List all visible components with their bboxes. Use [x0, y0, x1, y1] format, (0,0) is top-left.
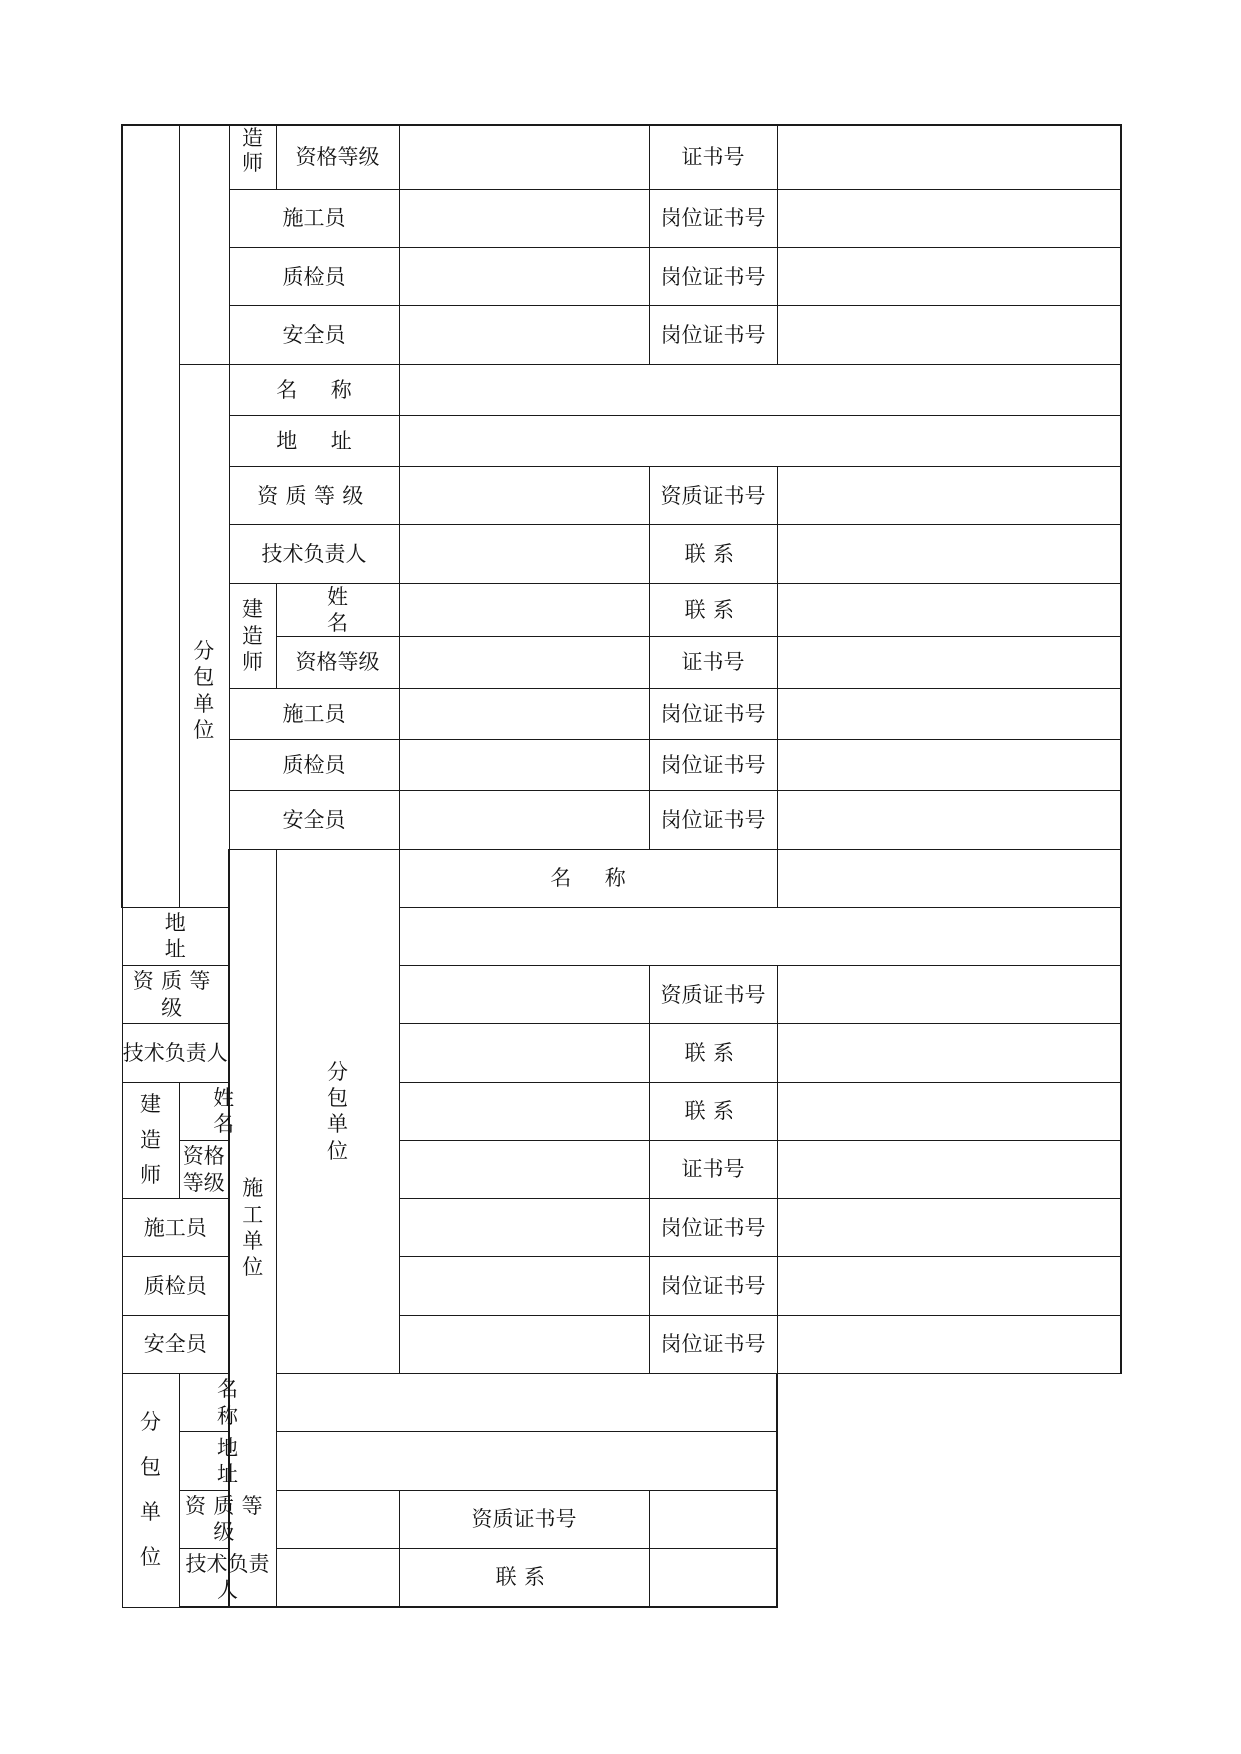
- fenbao-danwei-label: 分 包 单 位: [179, 364, 229, 907]
- mingcheng-label: 名称: [229, 364, 399, 415]
- zizhi-zhengshuhao-value[interactable]: [649, 1490, 777, 1548]
- zhijianyuan-label: 质检员: [229, 739, 399, 790]
- gangwei-zhengshuhao-label: 岗位证书号: [649, 791, 777, 849]
- lianxi-value[interactable]: [777, 1024, 1121, 1082]
- jishu-fuzeren-label: 技术负责人: [179, 1548, 276, 1607]
- jishu-fuzeren-label: 技术负责人: [122, 1024, 229, 1082]
- shigongyuan-cert-value[interactable]: [777, 189, 1121, 247]
- dizhi-value[interactable]: [399, 415, 1121, 466]
- zizhi-zhengshuhao-label: 资质证书号: [399, 1490, 649, 1548]
- lianxi-label: 联系: [399, 1548, 649, 1607]
- shigongyuan-label: 施工员: [122, 1199, 229, 1257]
- zhijianyuan-value[interactable]: [399, 1257, 649, 1315]
- anquanyuan-value[interactable]: [399, 306, 649, 364]
- anquanyuan-label: 安全员: [122, 1315, 229, 1373]
- anquanyuan-label: 安全员: [229, 791, 399, 849]
- anquanyuan-cert-value[interactable]: [777, 306, 1121, 364]
- jzs-lianxi-value[interactable]: [777, 1082, 1121, 1140]
- fenbao-danwei-label: 分 包 单 位: [122, 1374, 179, 1607]
- zhijianyuan-label: 质检员: [122, 1257, 229, 1315]
- mingcheng-label: 名称: [179, 1374, 276, 1432]
- zhijianyuan-cert-value[interactable]: [777, 1257, 1121, 1315]
- gangwei-zhengshuhao-label: 岗位证书号: [649, 189, 777, 247]
- fenbao-danwei-label: 分 包 单 位: [276, 849, 399, 1374]
- jzs-zige-dengji-value[interactable]: [399, 1140, 649, 1198]
- anquanyuan-cert-value[interactable]: [777, 1315, 1121, 1373]
- shigongyuan-label: 施工员: [229, 688, 399, 739]
- zhijianyuan-label: 质检员: [229, 248, 399, 306]
- dizhi-label: 地址: [229, 415, 399, 466]
- zizhi-zhengshuhao-label: 资质证书号: [649, 966, 777, 1024]
- zhengshuhao-label: 证书号: [649, 1140, 777, 1198]
- shigongyuan-label: 施工员: [229, 189, 399, 247]
- xingming-label: 姓名: [179, 1082, 229, 1140]
- continued-unit-column: [179, 125, 229, 364]
- dizhi-label: 地址: [179, 1432, 276, 1490]
- jzs-zhengshuhao-value[interactable]: [777, 637, 1121, 688]
- top-left-unit-cell: [122, 125, 179, 907]
- mingcheng-label: 名称: [399, 849, 777, 907]
- jishu-fuzeren-value[interactable]: [399, 1024, 649, 1082]
- jzs-xingming-value[interactable]: [399, 1082, 649, 1140]
- shigongyuan-value[interactable]: [399, 1199, 649, 1257]
- jzs-zige-dengji-value[interactable]: [399, 637, 649, 688]
- zhengshuhao-label: 证书号: [649, 125, 777, 189]
- zhijianyuan-value[interactable]: [399, 739, 649, 790]
- shigongyuan-cert-value[interactable]: [777, 1199, 1121, 1257]
- anquanyuan-cert-value[interactable]: [777, 791, 1121, 849]
- gangwei-zhengshuhao-label: 岗位证书号: [649, 306, 777, 364]
- jzs-xingming-value[interactable]: [399, 583, 649, 637]
- zizhi-zhengshuhao-value[interactable]: [777, 467, 1121, 525]
- zizhi-dengji-value[interactable]: [399, 966, 649, 1024]
- zizhi-dengji-value[interactable]: [276, 1490, 399, 1548]
- anquanyuan-value[interactable]: [399, 1315, 649, 1373]
- jzs-zhengshuhao-value[interactable]: [777, 1140, 1121, 1198]
- gangwei-zhengshuhao-label: 岗位证书号: [649, 739, 777, 790]
- zige-dengji-label: 资格等级: [276, 637, 399, 688]
- zige-dengji-value[interactable]: [399, 125, 649, 189]
- zizhi-dengji-label: 资质等级: [122, 966, 229, 1024]
- shigongyuan-cert-value[interactable]: [777, 688, 1121, 739]
- zizhi-dengji-label: 资质等级: [179, 1490, 276, 1548]
- shigongyuan-value[interactable]: [399, 189, 649, 247]
- dizhi-value[interactable]: [276, 1432, 777, 1490]
- jianzaoshi-label: 建 造 师: [229, 583, 276, 688]
- lianxi-label: 联系: [649, 1024, 777, 1082]
- lianxi-label: 联系: [649, 525, 777, 583]
- anquanyuan-value[interactable]: [399, 791, 649, 849]
- lianxi-label: 联系: [649, 583, 777, 637]
- mingcheng-value[interactable]: [777, 849, 1121, 907]
- dizhi-value[interactable]: [399, 907, 1121, 965]
- zige-dengji-label: 资格等级: [179, 1140, 229, 1198]
- jianzaoshi-label: 造 师: [229, 125, 276, 189]
- construction-unit-info-table: [121, 124, 1122, 1608]
- lianxi-value[interactable]: [777, 525, 1121, 583]
- lianxi-label: 联系: [649, 1082, 777, 1140]
- jzs-lianxi-value[interactable]: [777, 583, 1121, 637]
- gangwei-zhengshuhao-label: 岗位证书号: [649, 1199, 777, 1257]
- zhijianyuan-cert-value[interactable]: [777, 248, 1121, 306]
- zhengshuhao-label: 证书号: [649, 637, 777, 688]
- shigong-danwei-label: 施 工 单 位: [229, 849, 276, 1607]
- zhijianyuan-cert-value[interactable]: [777, 739, 1121, 790]
- gangwei-zhengshuhao-label: 岗位证书号: [649, 248, 777, 306]
- zizhi-dengji-label: 资质等级: [229, 467, 399, 525]
- anquanyuan-label: 安全员: [229, 306, 399, 364]
- jianzaoshi-label: 建 造 师: [122, 1082, 179, 1199]
- shigongyuan-value[interactable]: [399, 688, 649, 739]
- zizhi-zhengshuhao-label: 资质证书号: [649, 467, 777, 525]
- zige-dengji-label: 资格等级: [276, 125, 399, 189]
- mingcheng-value[interactable]: [399, 364, 1121, 415]
- jishu-fuzeren-label: 技术负责人: [229, 525, 399, 583]
- gangwei-zhengshuhao-label: 岗位证书号: [649, 1257, 777, 1315]
- lianxi-value[interactable]: [649, 1548, 777, 1607]
- jishu-fuzeren-value[interactable]: [276, 1548, 399, 1607]
- zhengshuhao-value[interactable]: [777, 125, 1121, 189]
- mingcheng-value[interactable]: [276, 1374, 777, 1432]
- zizhi-dengji-value[interactable]: [399, 467, 649, 525]
- gangwei-zhengshuhao-label: 岗位证书号: [649, 688, 777, 739]
- zhijianyuan-value[interactable]: [399, 248, 649, 306]
- jishu-fuzeren-value[interactable]: [399, 525, 649, 583]
- dizhi-label: 地址: [122, 907, 229, 965]
- gangwei-zhengshuhao-label: 岗位证书号: [649, 1315, 777, 1373]
- zizhi-zhengshuhao-value[interactable]: [777, 966, 1121, 1024]
- xingming-label: 姓名: [276, 583, 399, 637]
